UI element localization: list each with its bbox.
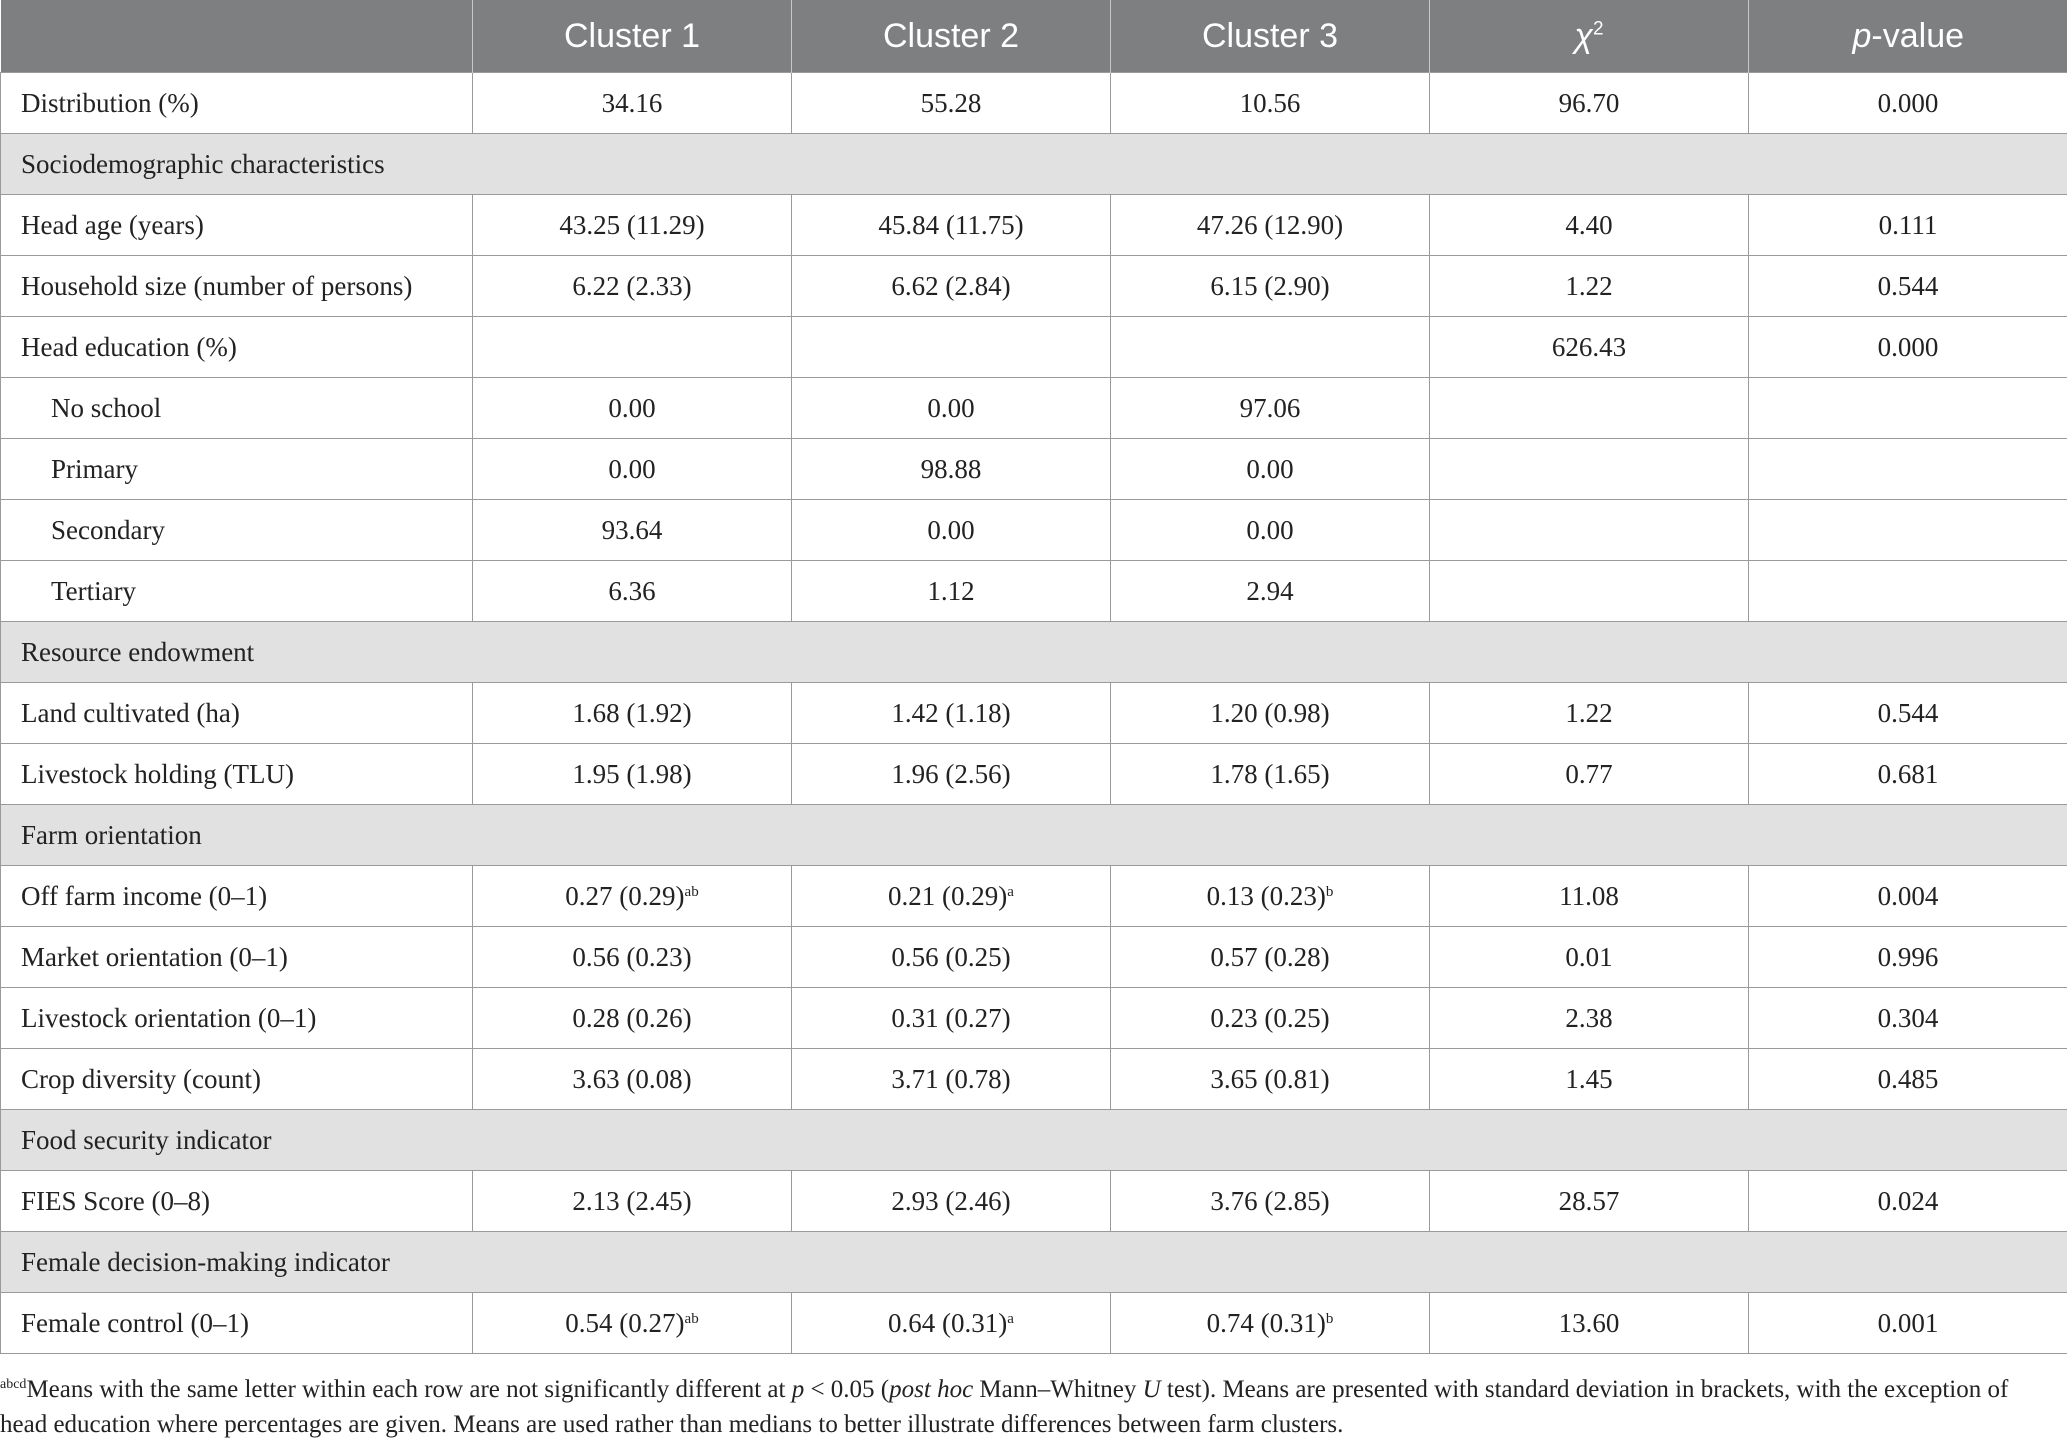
table-row [1,256,2067,317]
row-label: Livestock orientation (0–1) [1,988,473,1049]
table-row [1,195,2067,256]
cell-cluster-3 [1111,317,1430,378]
cell-chi-square: 0.01 [1430,927,1749,988]
cell-cluster-3 [1111,1293,1430,1354]
cell-value: 0.74 (0.31) [1206,1307,1326,1338]
cell-p-value: 0.004 [1749,866,2067,927]
table-row [1,500,2067,561]
cell-value: 0.54 (0.27) [565,1307,685,1338]
cell-cluster-1: 0.00 [473,439,792,500]
significance-letters: ab [684,883,699,900]
chi-symbol: χ [1574,16,1593,55]
cell-cluster-1: 0.00 [473,378,792,439]
row-label: Primary [1,439,473,500]
section-row [1,1110,2067,1171]
cell-cluster-1: 1.95 (1.98) [473,744,792,805]
cell-cluster-3: 3.76 (2.85) [1111,1171,1430,1232]
cell-cluster-1: 6.22 (2.33) [473,256,792,317]
cell-chi-square: 1.45 [1430,1049,1749,1110]
cell-cluster-3: 0.00 [1111,439,1430,500]
table-row [1,378,2067,439]
table-row [1,1171,2067,1232]
table-row [1,439,2067,500]
cell-cluster-1: 6.36 [473,561,792,622]
row-label: Tertiary [1,561,473,622]
row-label: Land cultivated (ha) [1,683,473,744]
footnote-superscript: abcd [0,1377,27,1392]
cell-chi-square: 1.22 [1430,256,1749,317]
cell-cluster-3: 0.57 (0.28) [1111,927,1430,988]
section-row [1,622,2067,683]
section-heading: Food security indicator [1,1110,2067,1171]
cell-cluster-2: 0.31 (0.27) [792,988,1111,1049]
cell-cluster-2 [792,1293,1111,1354]
significance-letters: a [1007,1310,1014,1327]
cell-cluster-1: 0.28 (0.26) [473,988,792,1049]
header-chi-square [1430,0,1749,73]
cell-cluster-1: 3.63 (0.08) [473,1049,792,1110]
cell-cluster-2: 6.62 (2.84) [792,256,1111,317]
table-row [1,683,2067,744]
cell-p-value [1749,500,2067,561]
section-row [1,1232,2067,1293]
p-value-rest: -value [1871,16,1965,55]
row-label: Market orientation (0–1) [1,927,473,988]
cell-cluster-2: 1.96 (2.56) [792,744,1111,805]
cell-cluster-2: 0.00 [792,378,1111,439]
row-label: FIES Score (0–8) [1,1171,473,1232]
cell-cluster-2: 2.93 (2.46) [792,1171,1111,1232]
cell-cluster-3: 6.15 (2.90) [1111,256,1430,317]
cell-cluster-2: 3.71 (0.78) [792,1049,1111,1110]
row-label: Household size (number of persons) [1,256,473,317]
chi-superscript: 2 [1592,18,1604,40]
cell-cluster-2: 1.42 (1.18) [792,683,1111,744]
table-row [1,988,2067,1049]
footnote-text-1: Means with the same letter within each row are not significantly different at [26,1376,792,1403]
row-label: Crop diversity (count) [1,1049,473,1110]
cell-cluster-3: 1.78 (1.65) [1111,744,1430,805]
cell-p-value: 0.485 [1749,1049,2067,1110]
cell-cluster-2 [792,317,1111,378]
table-row [1,73,2067,134]
cell-p-value [1749,439,2067,500]
cell-cluster-3: 0.23 (0.25) [1111,988,1430,1049]
cell-cluster-1: 1.68 (1.92) [473,683,792,744]
header-cluster-3: Cluster 3 [1111,0,1430,73]
cell-value: 0.13 (0.23) [1206,880,1326,911]
cell-p-value [1749,378,2067,439]
cell-cluster-3: 47.26 (12.90) [1111,195,1430,256]
table-row [1,561,2067,622]
cell-p-value: 0.996 [1749,927,2067,988]
header-cluster-2: Cluster 2 [792,0,1111,73]
cell-chi-square: 0.77 [1430,744,1749,805]
cell-cluster-3 [1111,866,1430,927]
row-label: Secondary [1,500,473,561]
significance-letters: ab [684,1310,699,1327]
table-row [1,927,2067,988]
section-row [1,134,2067,195]
cell-cluster-3: 2.94 [1111,561,1430,622]
cell-p-value: 0.111 [1749,195,2067,256]
cell-cluster-1 [473,1293,792,1354]
cell-cluster-3: 97.06 [1111,378,1430,439]
table-row [1,1049,2067,1110]
cell-cluster-1: 93.64 [473,500,792,561]
section-heading: Female decision-making indicator [1,1232,2067,1293]
cell-cluster-2: 1.12 [792,561,1111,622]
cell-cluster-3: 3.65 (0.81) [1111,1049,1430,1110]
cell-chi-square [1430,561,1749,622]
table-row [1,866,2067,927]
cell-chi-square: 4.40 [1430,195,1749,256]
cell-chi-square: 626.43 [1430,317,1749,378]
cell-cluster-2: 55.28 [792,73,1111,134]
cell-cluster-1: 0.56 (0.23) [473,927,792,988]
cell-cluster-1: 2.13 (2.45) [473,1171,792,1232]
section-row [1,805,2067,866]
footnote-p: p [791,1376,805,1403]
cell-p-value: 0.304 [1749,988,2067,1049]
cell-p-value: 0.000 [1749,317,2067,378]
cell-p-value [1749,561,2067,622]
header-cluster-1: Cluster 1 [473,0,792,73]
cell-cluster-2: 45.84 (11.75) [792,195,1111,256]
cell-p-value: 0.000 [1749,73,2067,134]
cell-value: 0.64 (0.31) [888,1307,1008,1338]
row-label: Head education (%) [1,317,473,378]
row-label: Head age (years) [1,195,473,256]
row-label: Off farm income (0–1) [1,866,473,927]
cell-p-value: 0.001 [1749,1293,2067,1354]
cell-chi-square: 13.60 [1430,1293,1749,1354]
cell-cluster-1: 43.25 (11.29) [473,195,792,256]
header-blank [1,0,473,73]
cell-cluster-1 [473,866,792,927]
footnote-text-3: Mann–Whitney [973,1376,1143,1403]
cell-chi-square [1430,439,1749,500]
row-label: Distribution (%) [1,73,473,134]
row-label: No school [1,378,473,439]
table-row [1,317,2067,378]
cell-p-value: 0.681 [1749,744,2067,805]
cell-cluster-2: 0.00 [792,500,1111,561]
cell-chi-square: 2.38 [1430,988,1749,1049]
footnote-posthoc: post hoc [889,1376,974,1403]
p-italic: p [1852,16,1872,55]
cell-p-value: 0.024 [1749,1171,2067,1232]
table-row [1,744,2067,805]
header-p-value [1749,0,2067,73]
cell-cluster-2: 98.88 [792,439,1111,500]
significance-letters: a [1007,883,1014,900]
cell-cluster-2: 0.56 (0.25) [792,927,1111,988]
cell-cluster-3: 1.20 (0.98) [1111,683,1430,744]
footnote-u: U [1142,1376,1161,1403]
cell-cluster-2 [792,866,1111,927]
section-heading: Resource endowment [1,622,2067,683]
section-heading: Sociodemographic characteristics [1,134,2067,195]
cell-cluster-1: 34.16 [473,73,792,134]
footnote-text-2: < 0.05 ( [804,1376,890,1403]
cell-chi-square [1430,378,1749,439]
cell-cluster-3: 10.56 [1111,73,1430,134]
table-footnote [0,1372,2050,1442]
cell-chi-square: 1.22 [1430,683,1749,744]
cell-p-value: 0.544 [1749,683,2067,744]
section-heading: Farm orientation [1,805,2067,866]
cell-p-value: 0.544 [1749,256,2067,317]
cell-cluster-3: 0.00 [1111,500,1430,561]
cell-chi-square: 28.57 [1430,1171,1749,1232]
cell-value: 0.21 (0.29) [888,880,1008,911]
cell-chi-square: 11.08 [1430,866,1749,927]
cell-chi-square [1430,500,1749,561]
row-label: Female control (0–1) [1,1293,473,1354]
cell-chi-square: 96.70 [1430,73,1749,134]
cell-value: 0.27 (0.29) [565,880,685,911]
significance-letters: b [1325,1310,1334,1327]
footnote-text-4: test). Means are presented with standard deviation in brackets, with the exception of head education where percentages are given. Means are used rather than medians to better illustrate differences between farm clusters. [0,1376,2009,1438]
cell-cluster-1 [473,317,792,378]
header-row [1,0,2067,73]
table-row [1,1293,2067,1354]
significance-letters: b [1325,883,1334,900]
row-label: Livestock holding (TLU) [1,744,473,805]
